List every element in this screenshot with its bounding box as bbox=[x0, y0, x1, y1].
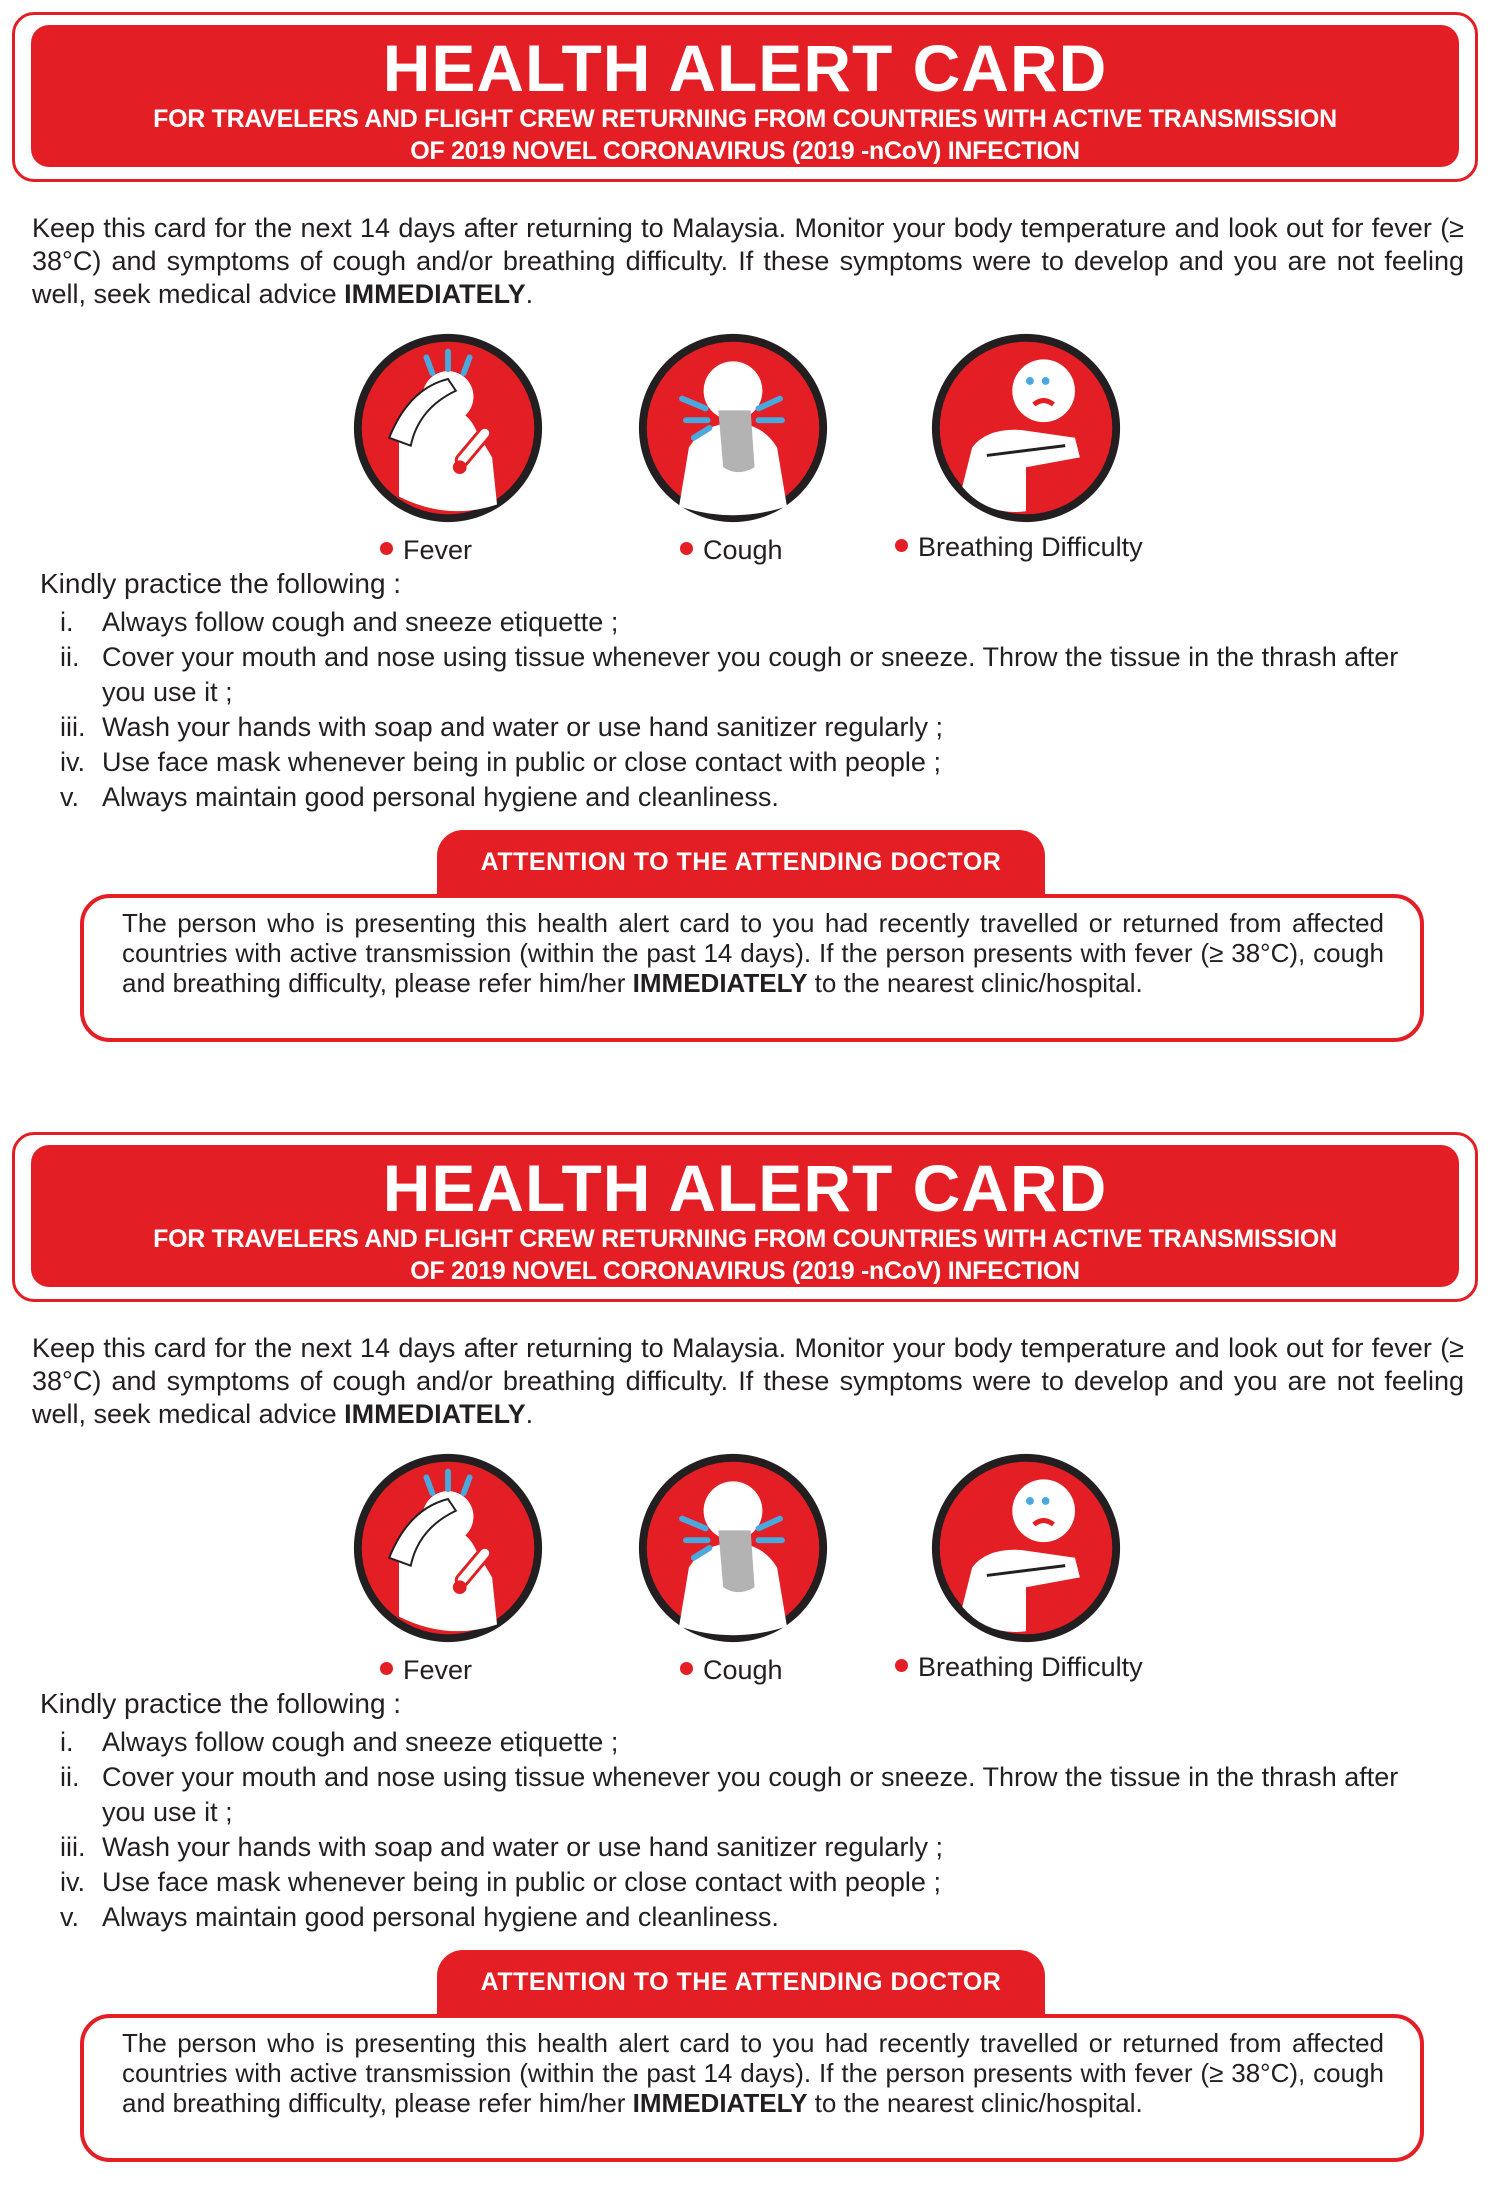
list-item bbox=[60, 1865, 1410, 1900]
bullet-dot bbox=[680, 542, 693, 555]
list-item bbox=[60, 1830, 1410, 1865]
card-subtitle-line1: FOR TRAVELERS AND FLIGHT CREW RETURNING FROM COUNTRIES WITH ACTIVE TRANSMISSION bbox=[153, 105, 1337, 133]
symptom-label-cough bbox=[680, 1654, 783, 1686]
card-subtitle-line2: OF 2019 NOVEL CORONAVIRUS (2019 -nCoV) INFECTION bbox=[410, 1257, 1080, 1285]
list-text: Use face mask whenever being in public or close contact with people ; bbox=[102, 747, 941, 777]
attention-box bbox=[80, 2014, 1424, 2162]
symptom-label-fever bbox=[380, 534, 472, 566]
list-item bbox=[60, 640, 1410, 710]
symptom-text: Cough bbox=[703, 535, 783, 565]
symptom-label-fever bbox=[380, 1654, 472, 1686]
attention-heading: ATTENTION TO THE ATTENDING DOCTOR bbox=[437, 830, 1045, 894]
list-item bbox=[60, 605, 1410, 640]
intro-paragraph bbox=[32, 1332, 1464, 1431]
fever-icon bbox=[350, 330, 546, 526]
bullet-dot bbox=[380, 542, 393, 555]
symptom-text: Cough bbox=[703, 1655, 783, 1685]
list-text: Cover your mouth and nose using tissue whenever you cough or sneeze. Throw the tissue in the thrash after you use it ; bbox=[102, 642, 1399, 707]
card-header bbox=[31, 25, 1459, 167]
attention-paragraph bbox=[122, 2028, 1384, 2118]
attention-heading: ATTENTION TO THE ATTENDING DOCTOR bbox=[437, 1950, 1045, 2014]
list-text: Wash your hands with soap and water or use hand sanitizer regularly ; bbox=[102, 1832, 943, 1862]
intro-end: . bbox=[525, 279, 534, 309]
list-text: Always follow cough and sneeze etiquette ; bbox=[102, 607, 619, 637]
symptom-label-cough bbox=[680, 534, 783, 566]
practice-title: Kindly practice the following : bbox=[40, 1688, 402, 1719]
attention-emphasis: IMMEDIATELY bbox=[632, 968, 808, 998]
attention-text: The person who is presenting this health alert card to you had recently travelled or returned from affected countries with active transmission (within the past 14 days). If the person presents with fever (≥ 38°C), cough and breathing difficulty, please refer him/her bbox=[122, 908, 1384, 998]
list-text: Cover your mouth and nose using tissue whenever you cough or sneeze. Throw the tissue in the thrash after you use it ; bbox=[102, 1762, 1399, 1827]
list-item bbox=[60, 780, 1410, 815]
intro-emphasis: IMMEDIATELY bbox=[344, 279, 526, 309]
intro-text: Keep this card for the next 14 days after returning to Malaysia. Monitor your body temperature and look out for fever (≥ 38°C) and symptoms of cough and/or breathing difficulty. If these symptoms were to develop and you are not feeling well, seek medical advice bbox=[32, 213, 1464, 309]
bullet-dot bbox=[380, 1662, 393, 1675]
list-item bbox=[60, 1725, 1410, 1760]
symptom-text: Fever bbox=[403, 1655, 473, 1685]
list-number: ii. bbox=[60, 1762, 80, 1792]
bullet-dot bbox=[895, 1659, 908, 1672]
symptom-text: Breathing Difficulty bbox=[918, 1652, 1143, 1682]
list-text: Always follow cough and sneeze etiquette ; bbox=[102, 1727, 619, 1757]
bullet-dot bbox=[680, 1662, 693, 1675]
list-text: Always maintain good personal hygiene and cleanliness. bbox=[102, 1902, 779, 1932]
practice-title: Kindly practice the following : bbox=[40, 568, 402, 599]
symptom-text: Fever bbox=[403, 535, 473, 565]
symptom-label-breathing bbox=[895, 531, 1143, 563]
list-number: iv. bbox=[60, 1867, 85, 1897]
breathing-difficulty-icon bbox=[928, 330, 1124, 526]
list-item bbox=[60, 745, 1410, 780]
practice-list bbox=[60, 1725, 1410, 1935]
intro-paragraph bbox=[32, 212, 1464, 311]
list-number: iii. bbox=[60, 1832, 86, 1862]
list-number: i. bbox=[60, 607, 74, 637]
attention-text: The person who is presenting this health alert card to you had recently travelled or returned from affected countries with active transmission (within the past 14 days). If the person presents with fever (≥ 38°C), cough and breathing difficulty, please refer him/her bbox=[122, 2028, 1384, 2118]
list-number: ii. bbox=[60, 642, 80, 672]
attention-emphasis: IMMEDIATELY bbox=[632, 2088, 808, 2118]
attention-end: to the nearest clinic/hospital. bbox=[807, 2088, 1143, 2118]
list-number: v. bbox=[60, 782, 79, 812]
bullet-dot bbox=[895, 539, 908, 552]
health-alert-card-2 bbox=[0, 1120, 1500, 2200]
list-text: Wash your hands with soap and water or use hand sanitizer regularly ; bbox=[102, 712, 943, 742]
practice-list bbox=[60, 605, 1410, 815]
fever-icon bbox=[350, 1450, 546, 1646]
symptom-label-breathing bbox=[895, 1651, 1143, 1683]
intro-end: . bbox=[525, 1399, 534, 1429]
symptom-text: Breathing Difficulty bbox=[918, 532, 1143, 562]
intro-emphasis: IMMEDIATELY bbox=[344, 1399, 526, 1429]
breathing-difficulty-icon bbox=[928, 1450, 1124, 1646]
list-item bbox=[60, 1760, 1410, 1830]
cough-icon bbox=[635, 1450, 831, 1646]
attention-end: to the nearest clinic/hospital. bbox=[807, 968, 1143, 998]
health-alert-card-1 bbox=[0, 0, 1500, 1080]
intro-text: Keep this card for the next 14 days after returning to Malaysia. Monitor your body temperature and look out for fever (≥ 38°C) and symptoms of cough and/or breathing difficulty. If these symptoms were to develop and you are not feeling well, seek medical advice bbox=[32, 1333, 1464, 1429]
attention-paragraph bbox=[122, 908, 1384, 998]
card-subtitle-line1: FOR TRAVELERS AND FLIGHT CREW RETURNING FROM COUNTRIES WITH ACTIVE TRANSMISSION bbox=[153, 1225, 1337, 1253]
card-subtitle-line2: OF 2019 NOVEL CORONAVIRUS (2019 -nCoV) INFECTION bbox=[410, 137, 1080, 165]
list-item bbox=[60, 710, 1410, 745]
attention-box bbox=[80, 894, 1424, 1042]
list-number: i. bbox=[60, 1727, 74, 1757]
list-number: iv. bbox=[60, 747, 85, 777]
card-title: HEALTH ALERT CARD bbox=[382, 31, 1108, 105]
card-header-frame bbox=[12, 12, 1478, 182]
cough-icon bbox=[635, 330, 831, 526]
list-item bbox=[60, 1900, 1410, 1935]
list-number: iii. bbox=[60, 712, 86, 742]
list-text: Use face mask whenever being in public or close contact with people ; bbox=[102, 1867, 941, 1897]
card-header bbox=[31, 1145, 1459, 1287]
card-header-frame bbox=[12, 1132, 1478, 1302]
card-title: HEALTH ALERT CARD bbox=[382, 1151, 1108, 1225]
list-number: v. bbox=[60, 1902, 79, 1932]
list-text: Always maintain good personal hygiene and cleanliness. bbox=[102, 782, 779, 812]
